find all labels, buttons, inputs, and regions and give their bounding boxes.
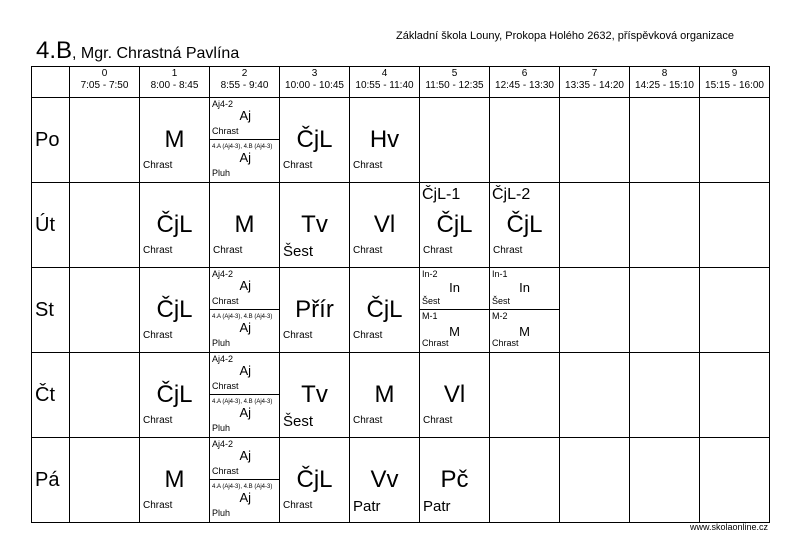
school-name: Základní škola Louny, Prokopa Holého 2632, příspěvková organizace [396, 30, 734, 42]
lesson-cell: Hv Chrast [350, 98, 420, 183]
lesson-cell [700, 438, 770, 523]
day-row-po [32, 98, 770, 183]
class-title [36, 37, 239, 65]
lesson-cell-split: In-1 In Šest M-2 M Chrast [490, 268, 560, 353]
lesson-cell [490, 353, 560, 438]
lesson-cell: ČjL Chrast [140, 183, 210, 268]
lesson-cell: ČjL Chrast [140, 268, 210, 353]
lesson-cell [70, 268, 140, 353]
lesson-cell: Vl Chrast [350, 183, 420, 268]
day-row-ct [32, 353, 770, 438]
period-header: 9 15:15 - 16:00 [700, 67, 770, 98]
day-label: Po [32, 98, 70, 183]
lesson-cell-split: In-2 In Šest M-1 M Chrast [420, 268, 490, 353]
lesson-cell: Vv Patr [350, 438, 420, 523]
period-header: 3 10:00 - 10:45 [280, 67, 350, 98]
lesson-cell [700, 98, 770, 183]
corner-cell [32, 67, 70, 98]
period-header: 6 12:45 - 13:30 [490, 67, 560, 98]
lesson-cell [70, 98, 140, 183]
lesson-cell: ČjL Chrast [280, 438, 350, 523]
lesson-cell: M Chrast [350, 353, 420, 438]
footer-url: www.skolaonline.cz [690, 522, 769, 532]
lesson-cell: ČjL Chrast [280, 98, 350, 183]
lesson-cell [70, 183, 140, 268]
period-header: 2 8:55 - 9:40 [210, 67, 280, 98]
period-header: 8 14:25 - 15:10 [630, 67, 700, 98]
lesson-cell: M Chrast [140, 98, 210, 183]
period-header-row [32, 67, 770, 98]
lesson-cell [630, 438, 700, 523]
lesson-cell [490, 98, 560, 183]
lesson-cell: ČjL-1 ČjL Chrast [420, 183, 490, 268]
class-name: 4.B [36, 37, 73, 64]
lesson-cell: ČjL Chrast [350, 268, 420, 353]
lesson-cell [700, 268, 770, 353]
class-teacher: , Mgr. Chrastná Pavlína [72, 45, 240, 62]
period-header: 7 13:35 - 14:20 [560, 67, 630, 98]
lesson-cell: Tv Šest [280, 183, 350, 268]
lesson-cell [630, 353, 700, 438]
day-row-ut [32, 183, 770, 268]
lesson-cell [700, 183, 770, 268]
lesson-cell-split: Aj4-2 Aj Chrast 4.A (Aj4-3), 4.B (Aj4-3) Aj Pluh [210, 98, 280, 183]
period-header: 5 11:50 - 12:35 [420, 67, 490, 98]
lesson-cell [630, 183, 700, 268]
lesson-cell-split: Aj4-2 Aj Chrast 4.A (Aj4-3), 4.B (Aj4-3) Aj Pluh [210, 353, 280, 438]
lesson-cell [630, 98, 700, 183]
day-row-st [32, 268, 770, 353]
lesson-cell [560, 353, 630, 438]
day-label: Út [32, 183, 70, 268]
day-label: Čt [32, 353, 70, 438]
lesson-cell-split: Aj4-2 Aj Chrast 4.A (Aj4-3), 4.B (Aj4-3) Aj Pluh [210, 268, 280, 353]
lesson-cell [420, 98, 490, 183]
lesson-cell: M Chrast [210, 183, 280, 268]
lesson-cell [70, 353, 140, 438]
lesson-cell: ČjL Chrast [140, 353, 210, 438]
lesson-cell: M Chrast [140, 438, 210, 523]
day-row-pa [32, 438, 770, 523]
lesson-cell: ČjL-2 ČjL Chrast [490, 183, 560, 268]
period-header: 0 7:05 - 7:50 [70, 67, 140, 98]
timetable-grid [31, 66, 770, 523]
lesson-cell: Pč Patr [420, 438, 490, 523]
lesson-cell [490, 438, 560, 523]
lesson-cell [70, 438, 140, 523]
lesson-cell [560, 183, 630, 268]
day-label: Pá [32, 438, 70, 523]
lesson-cell [560, 98, 630, 183]
lesson-cell [560, 268, 630, 353]
lesson-cell [700, 353, 770, 438]
day-label: St [32, 268, 70, 353]
lesson-cell [630, 268, 700, 353]
lesson-cell-split: Aj4-2 Aj Chrast 4.A (Aj4-3), 4.B (Aj4-3) Aj Pluh [210, 438, 280, 523]
lesson-cell: Přír Chrast [280, 268, 350, 353]
lesson-cell: Vl Chrast [420, 353, 490, 438]
lesson-cell: Tv Šest [280, 353, 350, 438]
lesson-cell [560, 438, 630, 523]
period-header: 4 10:55 - 11:40 [350, 67, 420, 98]
period-header: 1 8:00 - 8:45 [140, 67, 210, 98]
